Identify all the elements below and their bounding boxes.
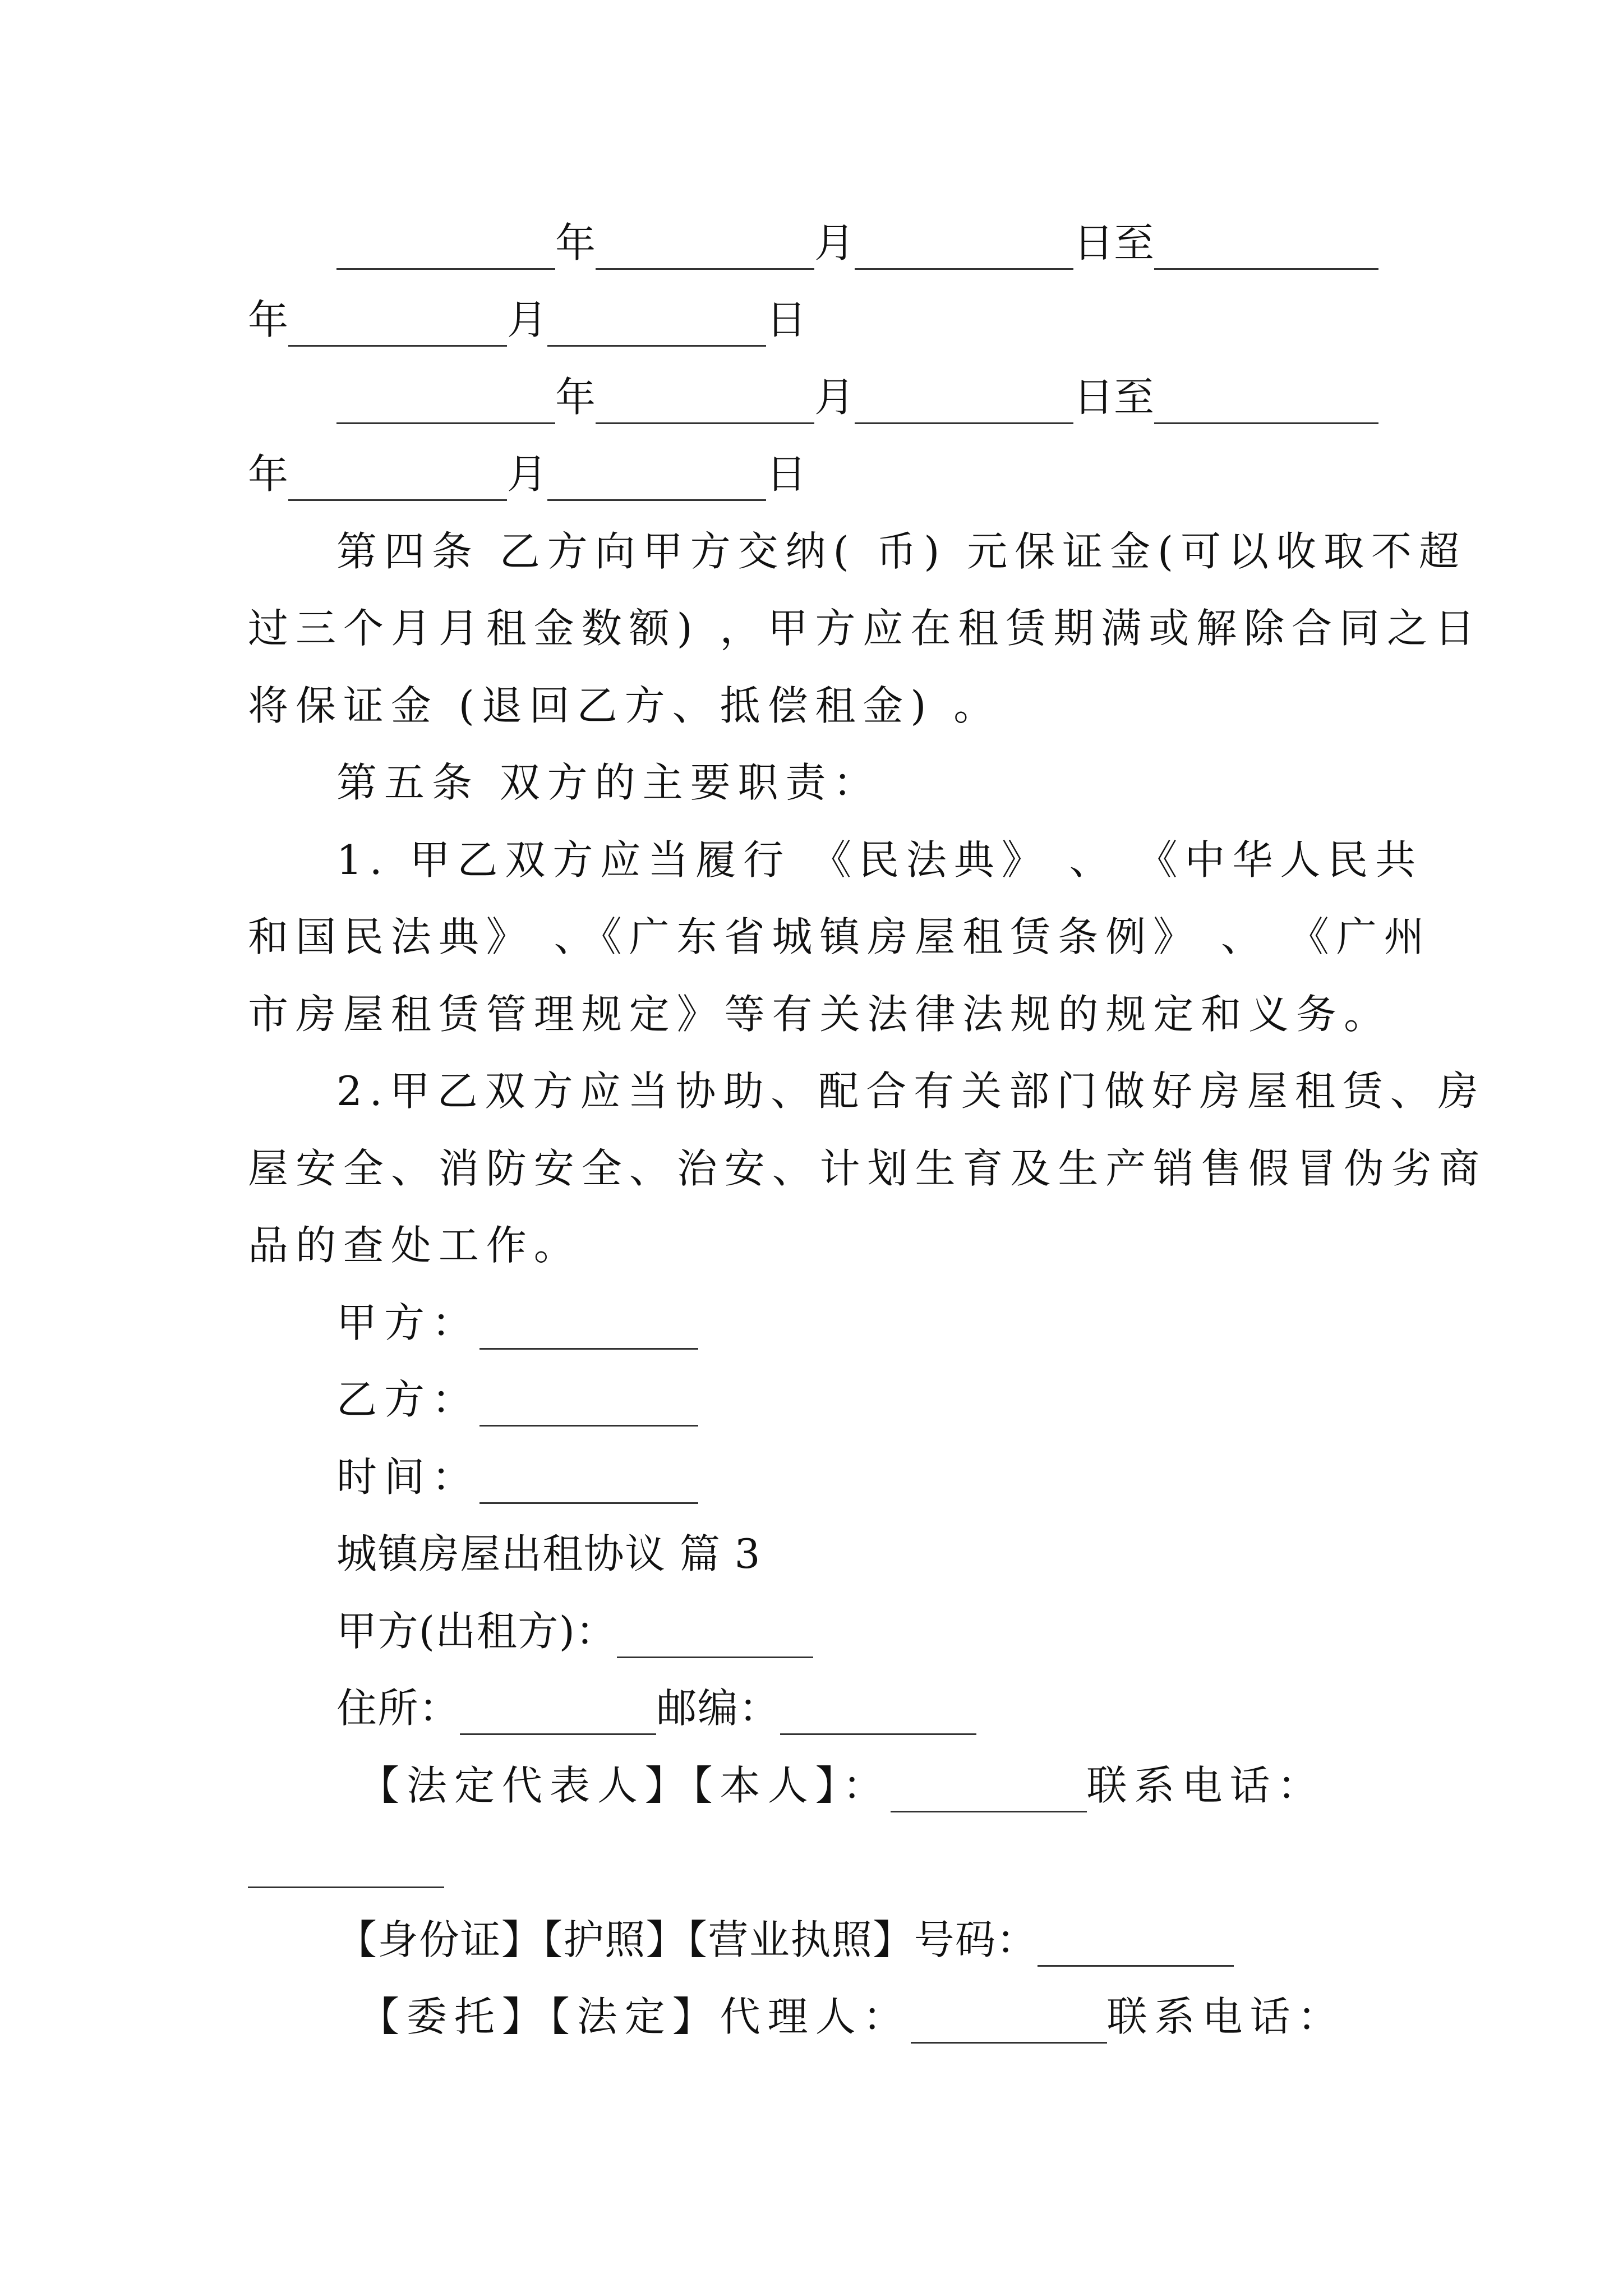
blank [248,1842,444,1888]
blank [780,1688,976,1735]
article5-p2-line3: 品的查处工作。 [248,1222,582,1269]
signature-party-a: 甲方： [336,1296,698,1350]
section3-lessor: 甲方(出租方)： [336,1604,813,1658]
article5-p1-line2: 和国民法典》 、《广东省城镇房屋租赁条例》 、 《广州 [248,913,1432,960]
signature-time: 时间： [336,1450,698,1504]
blank [596,378,814,424]
blank [1154,223,1378,270]
date-range-1-line1: 年 月 日至 [336,216,1378,270]
blank [617,1612,813,1658]
blank [288,454,507,501]
blank [479,1380,698,1427]
article5-p1-line1: 1. 甲乙双方应当履行 《民法典》 、 《中华人民共 [336,836,1423,884]
section3-legal-rep-line: 【法定代表人】【本人】： 联系电话： [359,1759,1325,1812]
section3-phone-continuation [248,1834,444,1888]
section3-agent-line: 【委托】【法定】代理人： 联系电话： [359,1990,1345,2044]
blank [1154,378,1378,424]
date-range-2-line2: 年 月 日 [248,447,806,501]
blank [547,454,766,501]
date-range-2-line1: 年 月 日至 [336,370,1378,424]
section3-id-doc: 【身份证】【护照】【营业执照】号码： [336,1913,1234,1967]
article4-line1: 第四条 乙方向甲方交纳( 币) 元保证金(可以收取不超 [336,528,1467,575]
blank [479,1303,698,1350]
blank [891,1766,1087,1812]
date-range-1-line2: 年 月 日 [248,293,806,347]
blank [855,378,1073,424]
article5-p1-line3: 市房屋租赁管理规定》等有关法律法规的规定和义务。 [248,991,1392,1038]
blank [336,223,555,270]
section3-address-line: 住所： 邮编： [336,1681,976,1735]
blank [460,1688,656,1735]
article4-line2: 过三个月月租金数额) ，甲方应在租赁期满或解除合同之日 [248,605,1482,652]
blank [479,1457,698,1504]
blank [547,300,766,347]
article5-p2-line1: 2.甲乙双方应当协助、配合有关部门做好房屋租赁、房 [336,1068,1486,1115]
article5-p2-line2: 屋安全、消防安全、治安、计划生育及生产销售假冒伪劣商 [248,1145,1487,1192]
article5-title: 第五条 双方的主要职责： [336,759,881,806]
section3-title: 城镇房屋出租协议 篇 3 [336,1530,761,1577]
blank [1038,1920,1234,1967]
signature-party-b: 乙方： [336,1373,698,1427]
blank [855,223,1073,270]
blank [336,378,555,424]
article4-line3: 将保证金 (退回乙方、抵偿租金) 。 [248,682,1002,729]
blank [596,223,814,270]
blank [288,300,507,347]
blank [911,1997,1107,2044]
